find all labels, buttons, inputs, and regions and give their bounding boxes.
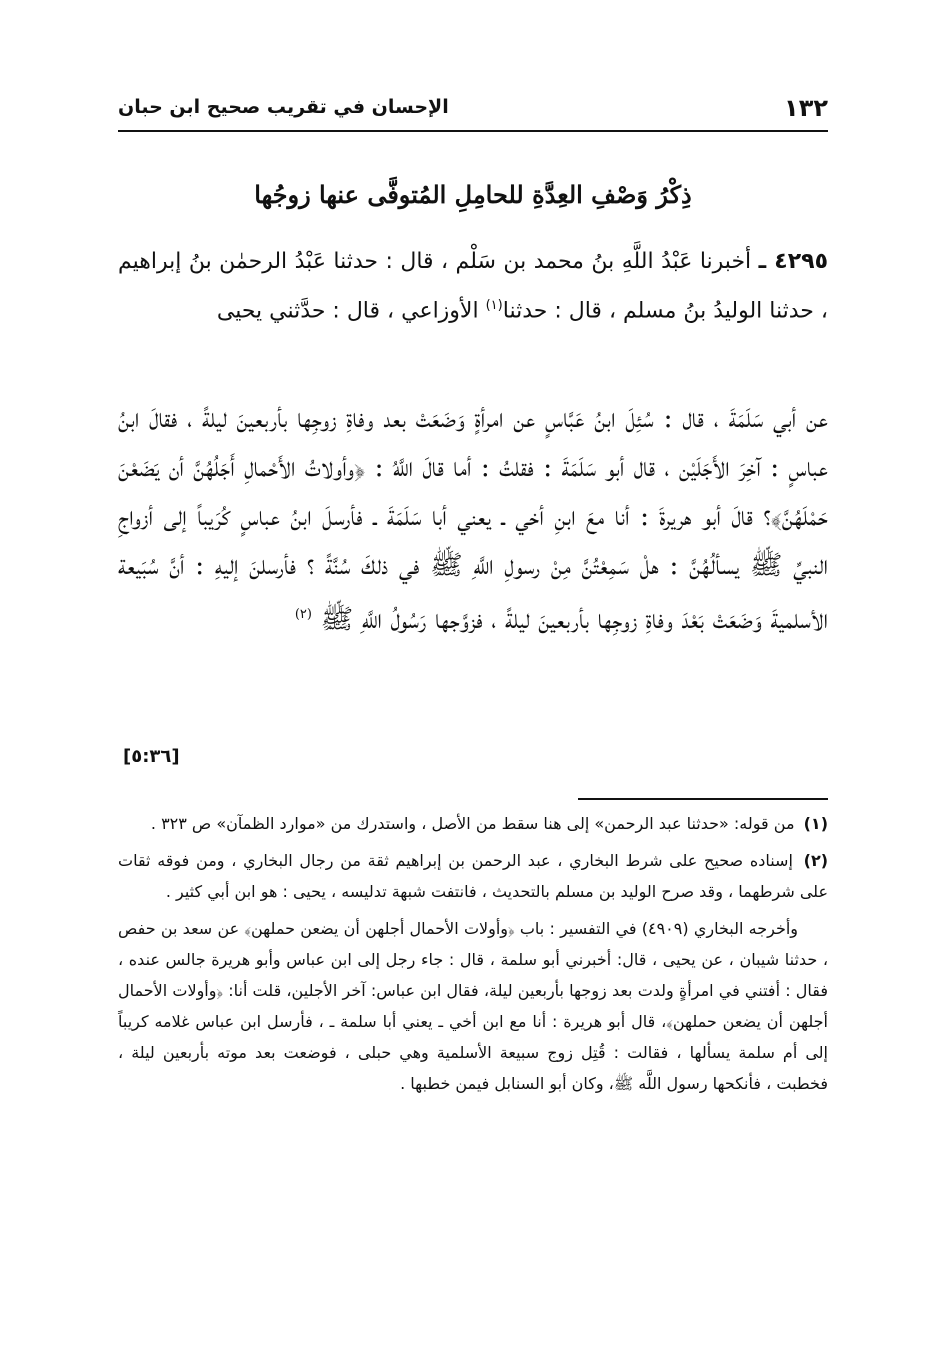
- footnote-1-text: من قوله: «حدثنا عبد الرحمن» إلى هنا سقط من الأصل ، واستدرك من «موارد الظمآن» ص ٣٢٣ .: [150, 814, 795, 833]
- hadith-isnad: [118, 240, 828, 333]
- isnad-text-end: الأوزاعي ، قال : حدَّثني يحيى: [216, 298, 479, 324]
- footnote-2-continuation: وأخرجه البخاري (٤٩٠٩) في التفسير : باب ﴿وأولات الأحمال أجلهن أن يضعن حملهن﴾ عن سعد بن حفص ، حدثنا شيبان ، عن يحيى ، قال: أخبرني أبو سلمة ، قال : جاء رجل إلى ابن عباس وأبو هريرة جالس عنده ، فقال : أفتني في امرأةٍ ولدت بعد زوجها بأربعين ليلة، فقال ابن عباس: آخر الأجلين، قلت أنا: ﴿وأولات الأحمال أجلهن أن يضعن حملهن﴾، قال أبو هريرة : أنا مع ابن أخي ـ يعني أبا سلمة ـ ، فأرسل ابن عباس غلامه كريباً إلى أم سلمة يسألها ، فقالت : قُتِل زوج سبيعة الأسلمية وهي حبلى ، فوضعت بعد موته بأربعين ليلة ، فخطبت ، فأنكحها رسول اللَّه ﷺ، وكان أبو السنابل فيمن خطبها .: [118, 919, 828, 1093]
- footnote-marker-1: (١): [485, 298, 503, 313]
- isnad-text: أخبرنا عَبْدُ اللَّهِ بنُ محمد بن سَلْم ، قال : حدثنا عَبْدُ الرحمٰن بنُ إبراهيم ، حدثنا الوليدُ بنُ مسلم ، قال : حدثنا: [118, 249, 828, 324]
- footnote-2-text: إسناده صحيح على شرط البخاري ، عبد الرحمن بن إبراهيم ثقة من رجال البخاري ، ومن فوقه ثقات على شرطهما ، وقد صرح الوليد بن مسلم بالتحديث ، فانتفت شبهة تدليسه ، يحيى : هو ابن أبي كثير .: [118, 851, 828, 901]
- footnote-2-label: (٢): [803, 851, 829, 870]
- page-number: ١٣٢: [784, 94, 828, 122]
- source-reference: [٥:٣٦]: [123, 746, 180, 767]
- footnote-1: [118, 808, 828, 839]
- footnote-1-label: (١): [803, 814, 828, 833]
- hadith-number: ٤٢٩٥ ـ: [758, 249, 829, 274]
- book-title: الإحسان في تقريب صحيح ابن حبان: [118, 96, 449, 118]
- footnote-marker-2: (٢): [294, 607, 312, 622]
- chapter-heading: ذِكْرُ وَصْفِ العِدَّةِ للحامِلِ المُتوفَّى عنها زوجُها: [254, 180, 692, 209]
- hadith-matn: [118, 394, 828, 644]
- matn-text: عن أبي سَلَمَةَ ، قال : سُئِلَ ابنُ عَبَّاسٍ عن امرأةٍ وَضَعَتْ بعد وفاةِ زوجِها بأربعينَ ليلةً ، فقالَ ابنُ عباسٍ : آخِرَ الأَجَلَيْن ، قال أبو سَلَمَةَ : فقلتُ : أما قالَ اللَّهُ : ﴿وأولاتُ الأَحْمالِ أَجَلُهُنَّ أن يَضَعْنَ حَمْلَهُنَّ﴾؟ قالَ أبو هريرةَ : أنا معَ ابنِ أخي ـ يعني أبا سَلَمَةَ ـ فأرسلَ ابنُ عباسٍ كُرَيباً إلى أزواجِ النبيِّ ﷺ يسألُهُنَّ : هلْ سَمِعْتُنَّ مِنْ رسولِ اللَّهِ ﷺ في ذلكَ سُنَّةً ؟ فأرسلنَ إليهِ : أنَّ سُبَيعة الأسلميةَ وَضَعَتْ بَعْدَ وفاةِ زوجِها بأربعينَ ليلةً ، فزوَّجها رَسُولُ اللَّهِ ﷺ: [118, 403, 829, 635]
- footnotes-section: [118, 808, 828, 1099]
- running-header: [118, 92, 828, 132]
- footnote-2: [118, 845, 828, 907]
- footnote-divider: [578, 798, 828, 800]
